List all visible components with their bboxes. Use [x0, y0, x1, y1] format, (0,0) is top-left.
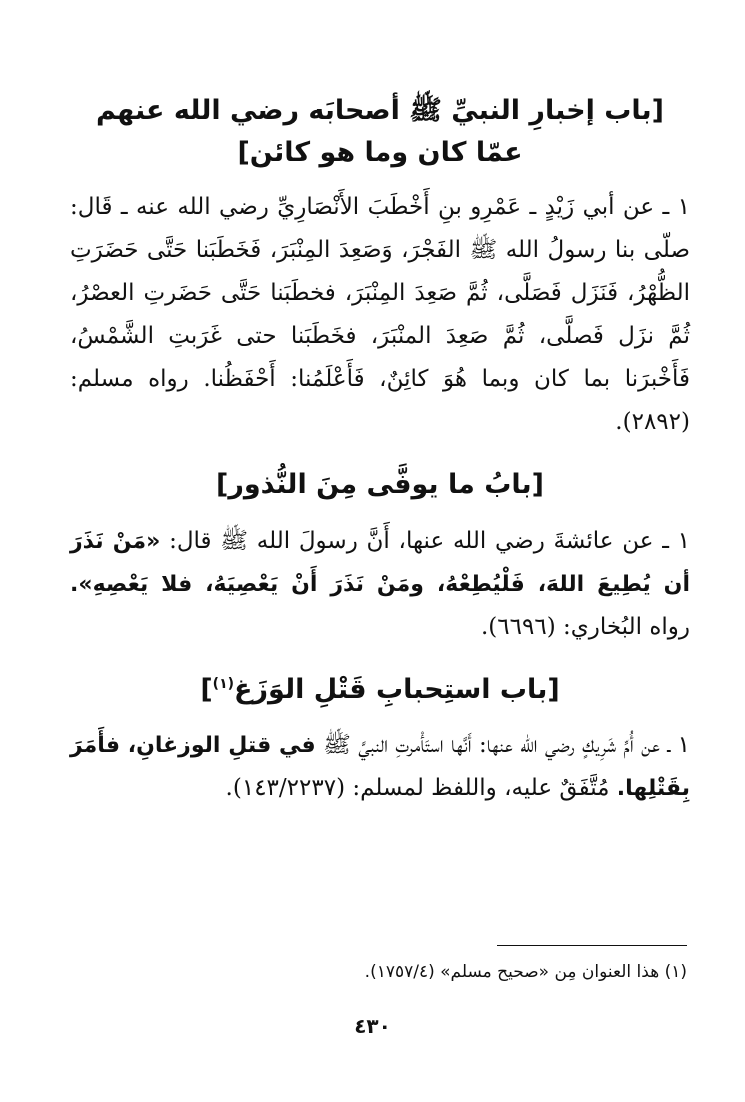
- chapter-title-1: [70, 90, 690, 174]
- footnote-divider: [497, 945, 687, 946]
- chapter-title-1-line-1: [باب إخبارِ النبيِّ ﷺ أصحابَه رضي الله عنهم: [96, 95, 664, 126]
- page-number: ٤٣٠: [354, 1014, 391, 1038]
- footnote-marker: (١): [212, 675, 235, 692]
- hadith-2-quote: «مَنْ نَذَرَ أن يُطِيعَ اللهَ، فَلْيُطِعْهُ، ومَنْ نَذَرَ أَنْ يَعْصِيَهُ، فلا يَعْصِهِ».: [70, 528, 690, 597]
- hadith-1: ١ ـ عن أبي زَيْدٍ ـ عَمْرِو بنِ أَخْطَبَ الأَنْصَارِيِّ رضي الله عنه ـ قَال: صلّى بنا رسولُ الله ﷺ الفَجْرَ، وَصَعِدَ المِنْبَرَ، فَخَطَبَنا حَتَّى حَضَرَتِ الظُّهْرُ، فَنَزَل فَصَلَّى، ثُمَّ صَعِدَ المِنْبَرَ، فخطَبَنا حَتَّى حَضَرتِ العصْرُ، ثُمَّ نزَل فَصلَّى، ثُمَّ صَعِدَ المنْبَرَ، فخَطَبَنا حتى غَرَبتِ الشَّمْسُ، فَأَخْبرَنا بما كان وبما هُوَ كائِنٌ، فَأَعْلَمُنا: أَحْفَظُنا. رواه مسلم: (٢٨٩٢).: [70, 193, 690, 435]
- hadith-2-reference: رواه البُخاري: (٦٦٩٦).: [480, 613, 690, 640]
- page-body: [70, 90, 690, 810]
- chapter-title-2: [بابُ ما يوفَّى مِنَ النُّذور]: [216, 468, 544, 500]
- chapter-title-1-line-2: عمّا كان وما هو كائن]: [237, 136, 523, 168]
- hadith-3: [70, 724, 690, 810]
- hadith-2-intro: ١ ـ عن عائشةَ رضي الله عنها، أَنَّ رسولَ الله ﷺ قال:: [169, 527, 691, 554]
- footnote: (١) هذا العنوان مِن «صحيح مسلم» (١٧٥٧/٤).: [364, 962, 687, 982]
- chapter-title-3-bracket: ]: [200, 673, 213, 705]
- chapter-title-3-text: [باب استِحبابِ قَتْلِ الوَزَغ: [234, 673, 560, 705]
- hadith-2: [70, 520, 690, 649]
- hadith-3-bold: في قتلِ الوزغانِ، فأَمَرَ بِقَتْلِها.: [70, 733, 690, 802]
- hadith-3-intro: ١ ـ عن أُمِّ شَرِيكٍ رضي الله عنها: أَنَّها استَأْمرتِ النبيَّ ﷺ: [315, 732, 690, 759]
- chapter-title-3: [70, 669, 690, 711]
- hadith-3-reference: مُتَّفَقٌ عليه، واللفظ لمسلم: (١٤٣/٢٢٣٧).: [225, 775, 617, 802]
